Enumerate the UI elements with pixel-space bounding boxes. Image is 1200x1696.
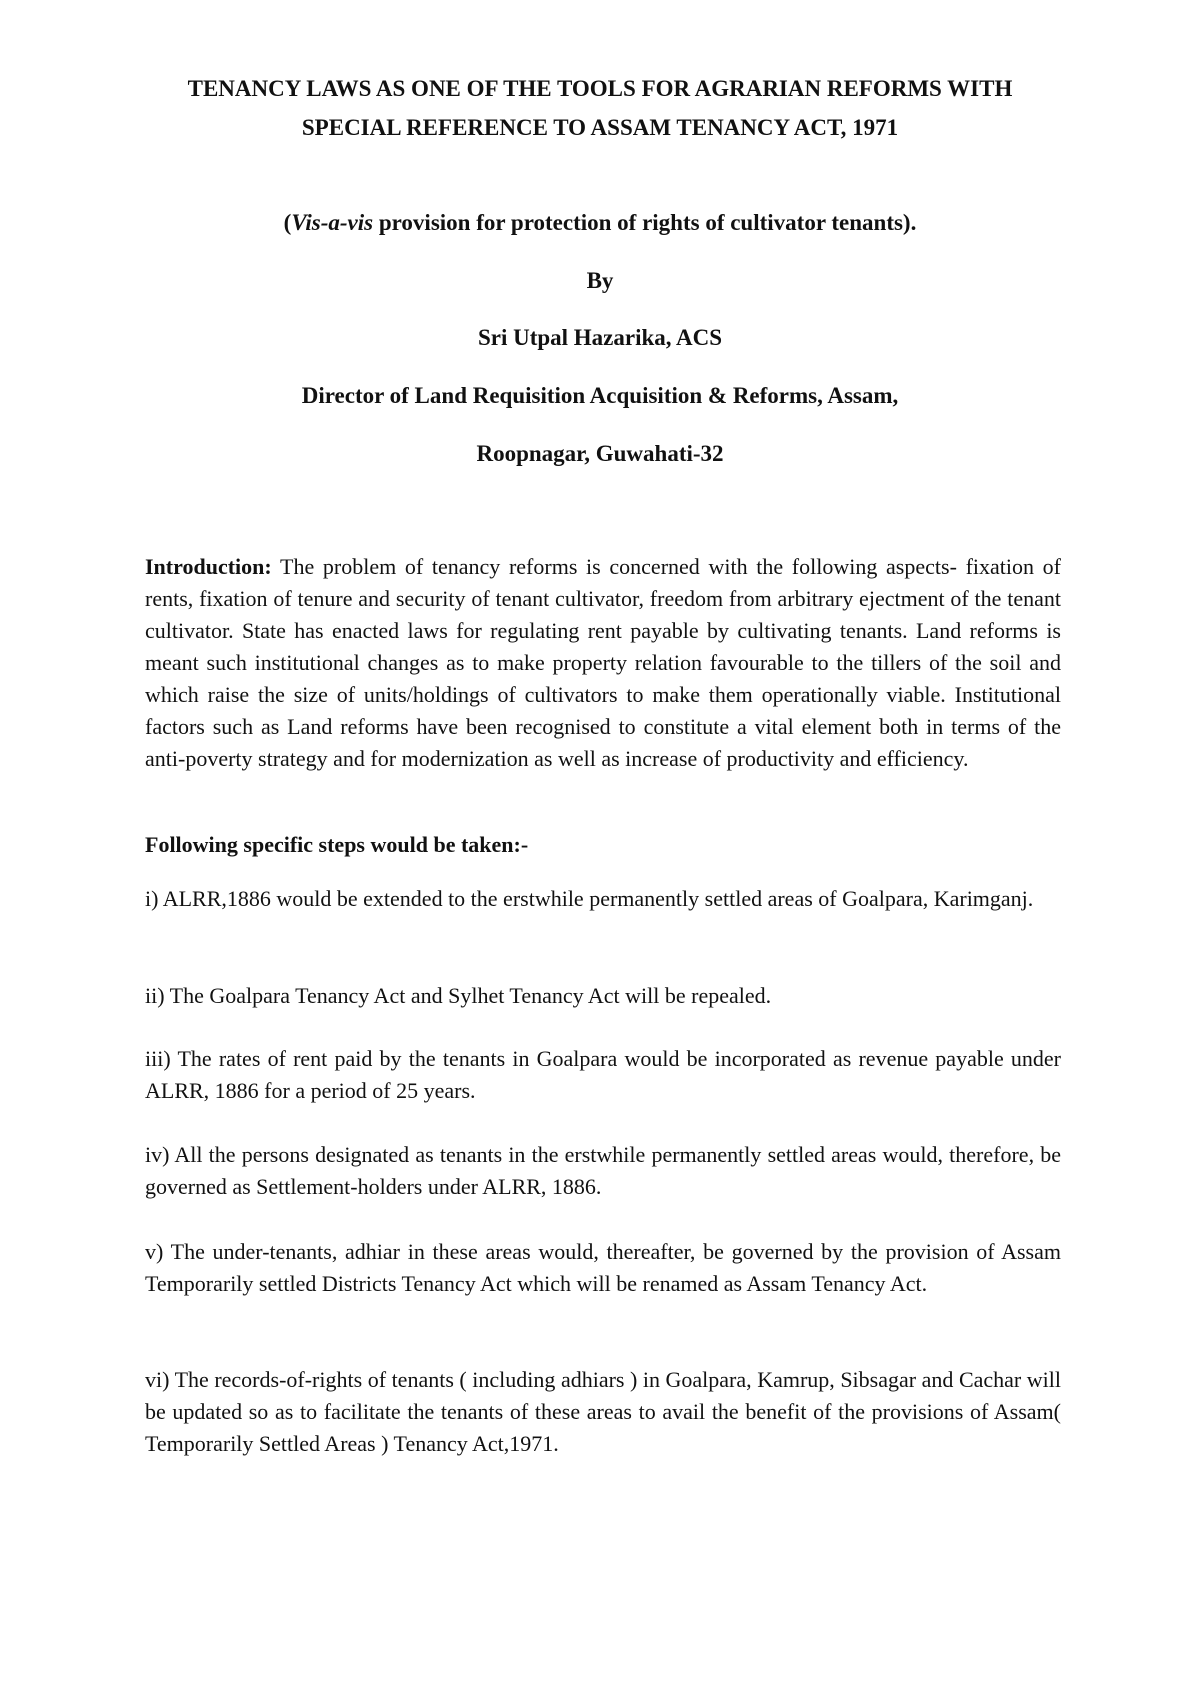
author-name: Sri Utpal Hazarika, ACS (477, 325, 723, 350)
step-item-4: iv) All the persons designated as tenants in the erstwhile permanently settled areas would, therefore, be governed as Settlement-holders under ALRR, 1886. (145, 1142, 1061, 1199)
step-item-5: v) The under-tenants, adhiar in these areas would, thereafter, be governed by the provision of Assam Temporarily settled Districts Tenancy Act which will be renamed as Assam Tenancy Act. (145, 1239, 1061, 1296)
step-item-3: iii) The rates of rent paid by the tenants in Goalpara would be incorporated as revenue payable under ALRR, 1886 for a period of 25 years. (145, 1046, 1061, 1103)
introduction-label: Introduction: (145, 554, 272, 579)
introduction-paragraph (145, 551, 1061, 775)
document-title: TENANCY LAWS AS ONE OF THE TOOLS FOR AGRARIAN REFORMS WITH SPECIAL REFERENCE TO ASSAM TENANCY ACT, 1971 (187, 76, 1013, 140)
byline-label: By (586, 268, 614, 293)
introduction-text: The problem of tenancy reforms is concerned with the following aspects- fixation of rents, fixation of tenure and security of tenant cultivator, freedom from arbitrary ejectment of the tenant cultivator. State has enacted laws for regulating rent payable by cultivating tenants. Land reforms is meant such institutional changes as to make property relation favourable to the tillers of the soil and which raise the size of units/holdings of cultivators to make them operationally viable. Institutional factors such as Land reforms have been recognised to constitute a vital element both in terms of the anti-poverty strategy and for modernization as well as increase of productivity and efficiency. (145, 554, 1061, 771)
document-subtitle (140, 203, 1060, 242)
author-designation: Director of Land Requisition Acquisition & Reforms, Assam, (301, 383, 899, 408)
subtitle-rest: provision for protection of rights of cultivator tenants). (373, 210, 917, 235)
step-item-1: i) ALRR,1886 would be extended to the erstwhile permanently settled areas of Goalpara, Karimganj. (145, 886, 1034, 911)
subtitle-open-paren: ( (283, 210, 292, 235)
author-address: Roopnagar, Guwahati-32 (476, 441, 724, 466)
step-item-2: ii) The Goalpara Tenancy Act and Sylhet Tenancy Act will be repealed. (145, 983, 772, 1008)
steps-heading: Following specific steps would be taken:- (145, 832, 529, 857)
subtitle-italic-phrase: Vis-a-vis (291, 210, 374, 235)
step-item-6: vi) The records-of-rights of tenants ( including adhiars ) in Goalpara, Kamrup, Sibsagar and Cachar will be updated so as to facilitate the tenants of these areas to avail the benefit of the provisions of Assam( Temporarily Settled Areas ) Tenancy Act,1971. (145, 1367, 1061, 1456)
